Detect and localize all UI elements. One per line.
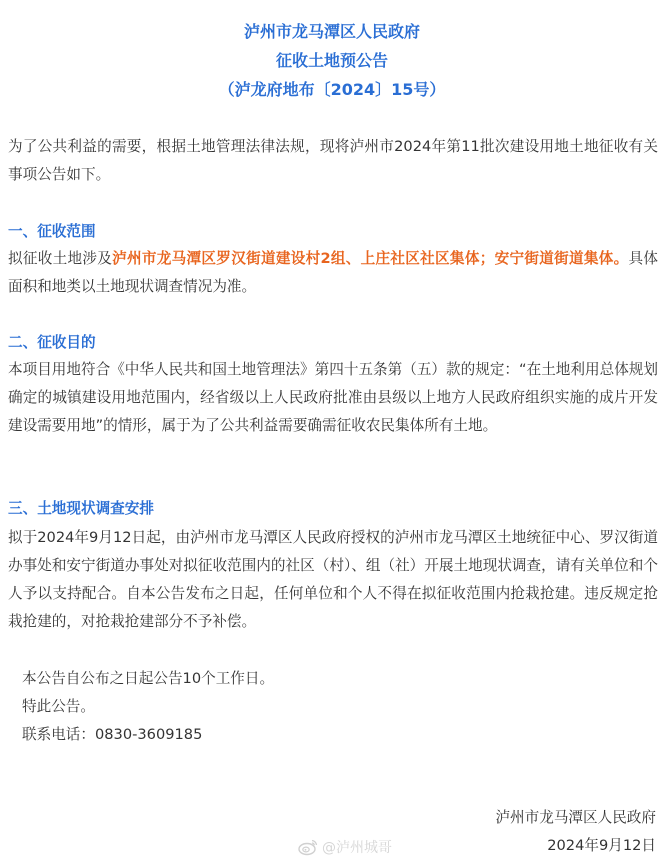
issuer-title: 泸州市龙马潭区人民政府 [243, 22, 420, 41]
section2-heading: 二、征收目的 [8, 334, 96, 351]
section1-highlight: 泸州市龙马潭区罗汉街道建设村2组、上庄社区社区集体；安宁街道街道集体。 [112, 250, 629, 267]
section1-text-before: 拟征收土地涉及 [8, 250, 113, 267]
section1-paragraph [8, 245, 658, 301]
watermark-text: @泸州城哥 [322, 840, 392, 856]
weibo-watermark [298, 836, 392, 858]
weibo-icon [298, 838, 318, 856]
section3-heading: 三、土地现状调查安排 [8, 500, 154, 517]
closing-notice-period: 本公告自公布之日起公告10个工作日。 [22, 670, 275, 687]
section1-text-after: 具体面积和地类以土地现状调查情况为准。 [8, 250, 658, 295]
section2-paragraph: 本项目用地符合《中华人民共和国土地管理法》第四十五条第（五）款的规定：“在土地利用总体规划确定的城镇建设用地范围内，经省级以上人民政府批准由县级以上地方人民政府组织实施的成片开发建设需要用地”的情形，属于为了公共利益需要确需征收农民集体所有土地。 [8, 361, 658, 434]
intro-paragraph: 为了公共利益的需要，根据土地管理法律法规，现将泸州市2024年第11批次建设用地土地征收有关事项公告如下。 [8, 138, 658, 183]
document-number: （泸龙府地布〔2024〕15号） [218, 80, 446, 99]
closing-hereby-announced: 特此公告。 [22, 698, 95, 715]
signature-organization: 泸州市龙马潭区人民政府 [495, 809, 656, 826]
contact-phone: 联系电话：0830-3609185 [22, 726, 203, 743]
document-title: 征收土地预公告 [275, 51, 388, 70]
signature-date: 2024年9月12日 [547, 837, 656, 854]
section3-paragraph: 拟于2024年9月12日起，由泸州市龙马潭区人民政府授权的泸州市龙马潭区土地统征中心、罗汉街道办事处和安宁街道办事处对拟征收范围内的社区（村）、组（社）开展土地现状调查，请有关单位和个人予以支持配合。自本公告发布之日起，任何单位和个人不得在拟征收范围内抢栽抢建。违反规定抢栽抢建的，对抢栽抢建部分不予补偿。 [8, 529, 658, 630]
section1-heading: 一、征收范围 [8, 223, 96, 240]
